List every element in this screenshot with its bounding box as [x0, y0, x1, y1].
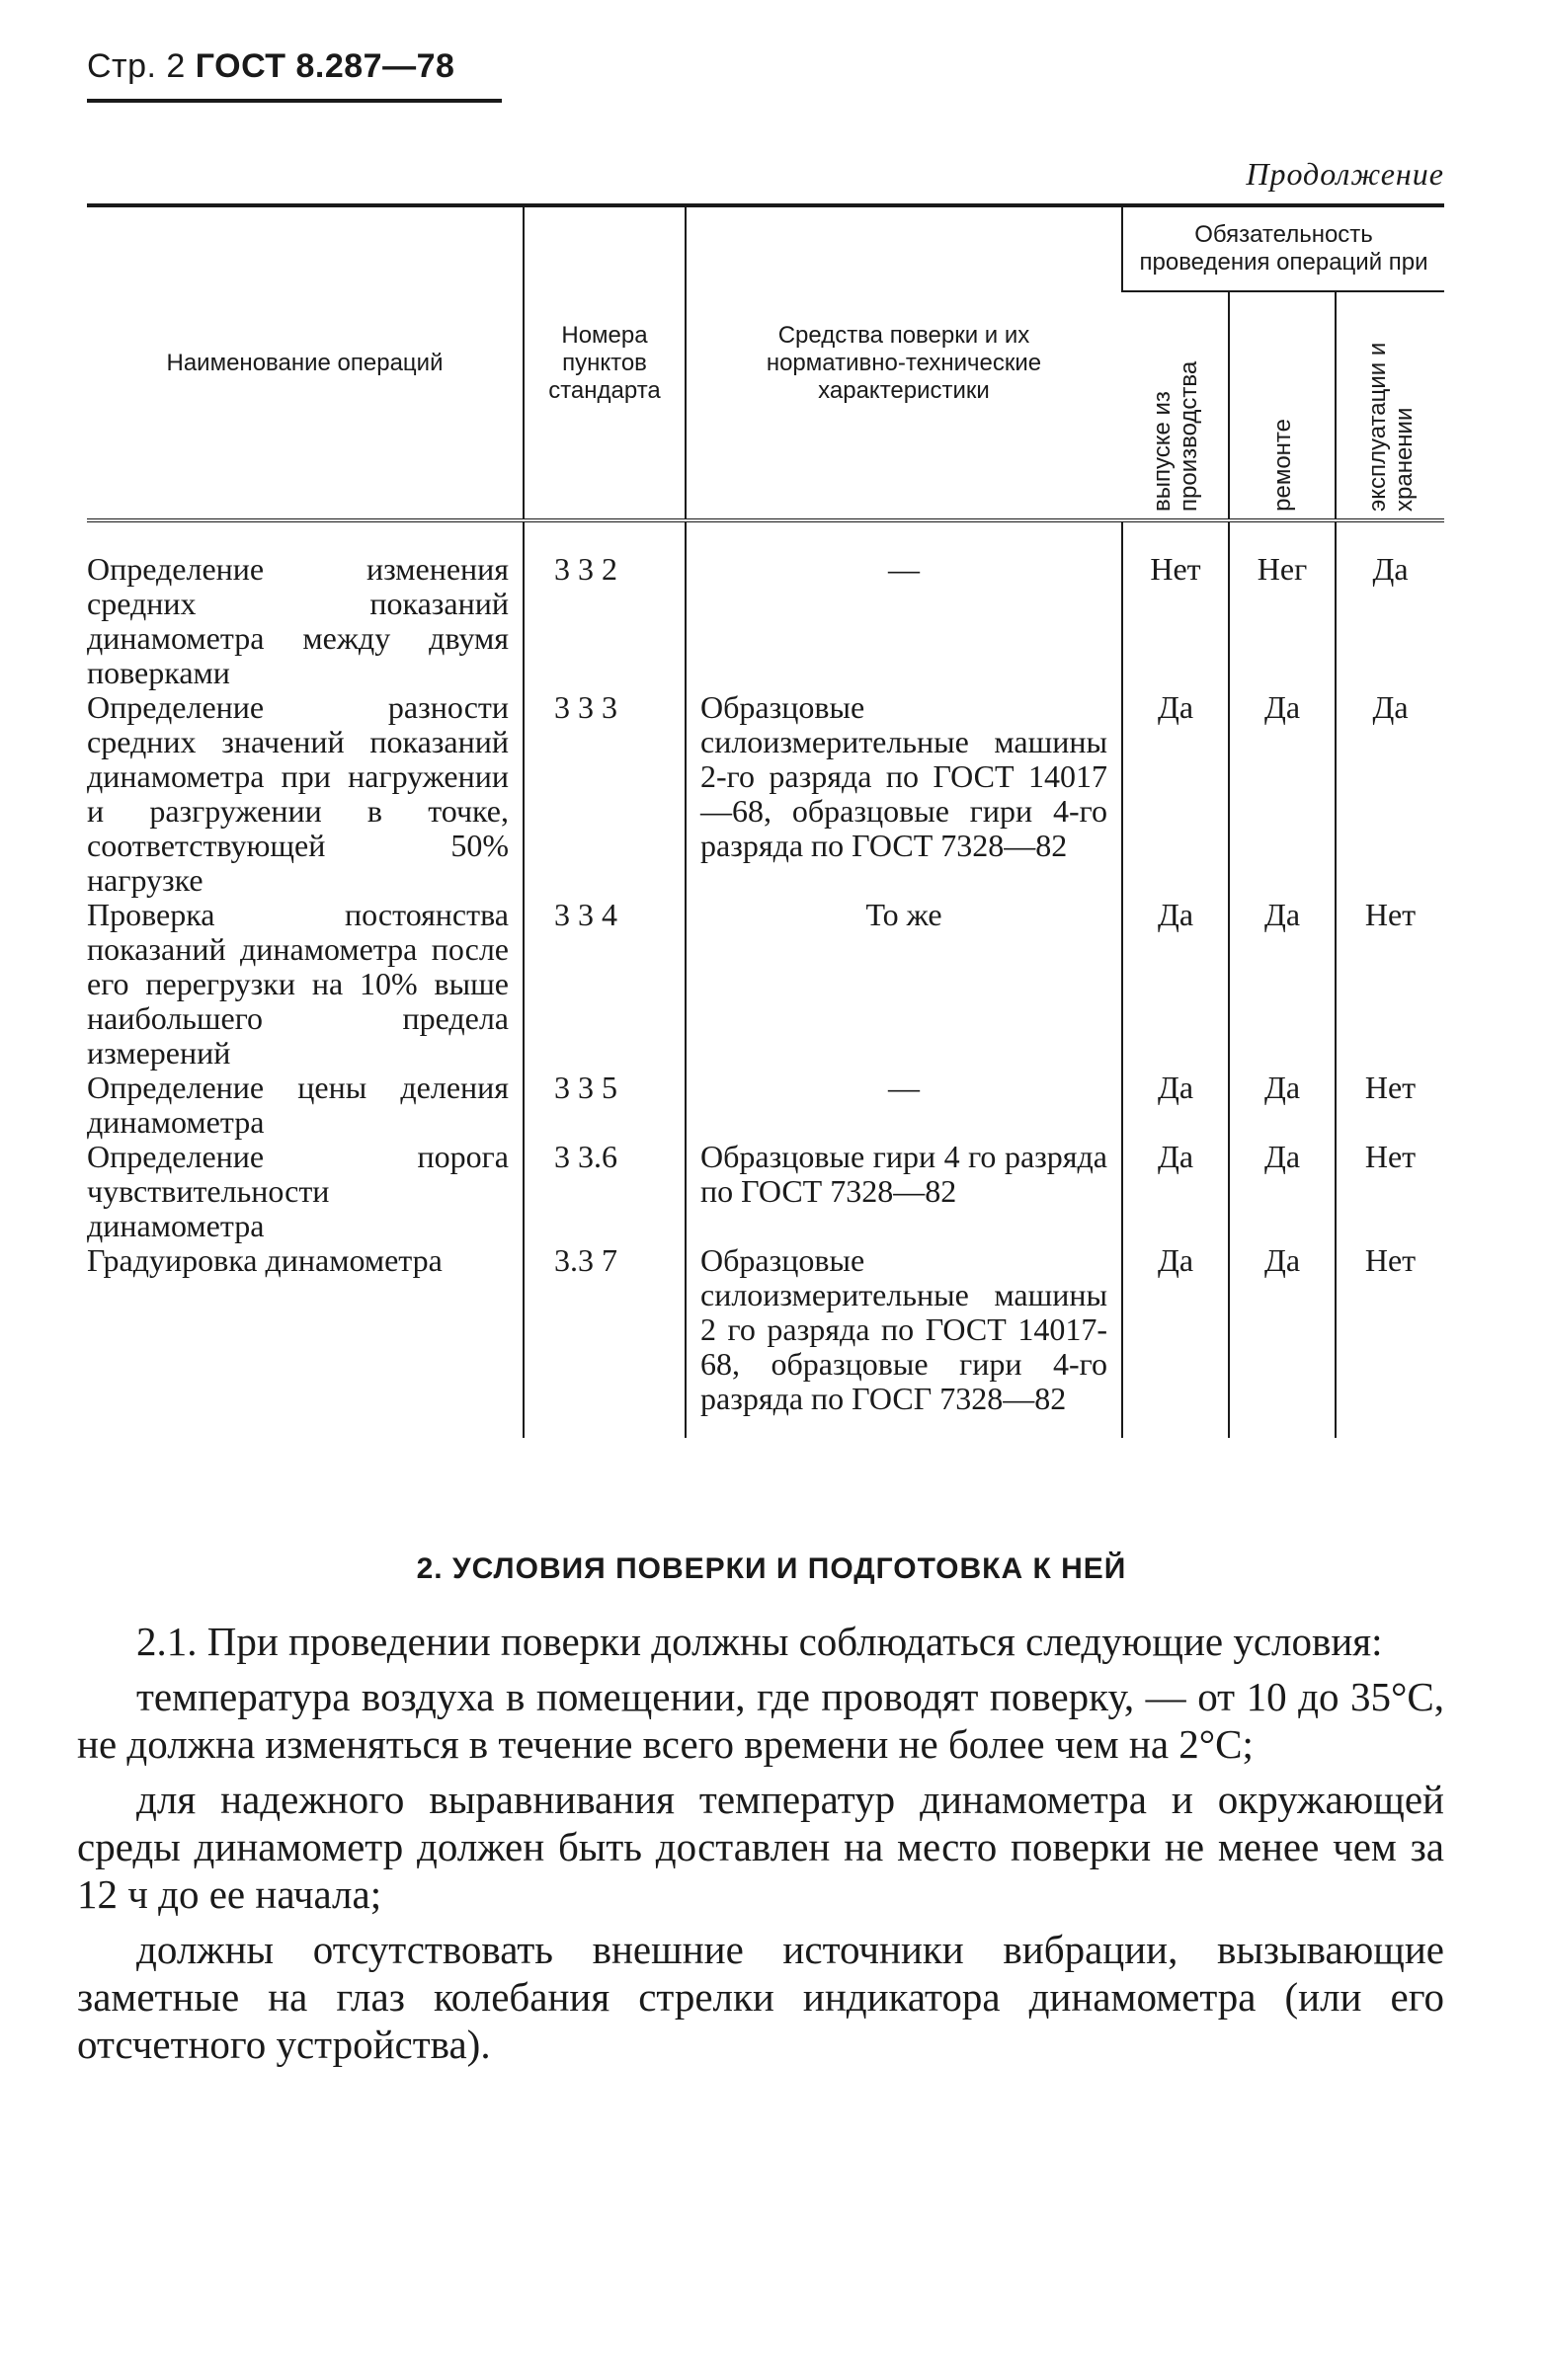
point-number: 3 3 3: [524, 690, 686, 898]
release-flag: Да: [1122, 1243, 1229, 1438]
table-row: [87, 898, 1444, 1071]
operation-flag: Нет: [1336, 1243, 1444, 1438]
operation-name: Градуировка динамометра: [87, 1242, 443, 1278]
operation-flag: Нет: [1336, 1071, 1444, 1140]
header-operation: эксплуатации и хранении: [1336, 291, 1444, 520]
header-obligation: Обязательность проведения операций при: [1122, 205, 1444, 291]
section-title: 2. УСЛОВИЯ ПОВЕРКИ И ПОДГОТОВКА К НЕЙ: [416, 1552, 1127, 1585]
release-flag: Нет: [1122, 520, 1229, 690]
operation-flag: Да: [1336, 520, 1444, 690]
operation-name: Определение цены деления динамометра: [87, 1070, 509, 1140]
header-repair: ремонте: [1229, 291, 1336, 520]
operation-flag: Нет: [1336, 898, 1444, 1071]
point-number: 3 3 4: [524, 898, 686, 1071]
repair-flag: Да: [1229, 1140, 1336, 1243]
paragraph: 2.1. При проведении поверки должны соблюдаться следующие условия:: [136, 1619, 1383, 1664]
point-number: 3 3 2: [524, 520, 686, 690]
operation-name: Определение порога чувствительности динамометра: [87, 1139, 509, 1243]
paragraph: для надежного выравнивания температур динамометра и окружающей среды динамометр должен быть доставлен на место поверки не менее чем за 12 ч до ее начала;: [77, 1777, 1444, 1917]
page-number: Стр. 2: [87, 47, 186, 85]
header-operation-name: Наименование операций: [87, 205, 524, 520]
paragraph: температура воздуха в помещении, где проводят поверку, — от 10 до 35°С, не должна изменяться в течение всего времени не более чем на 2°С;: [77, 1674, 1444, 1767]
release-flag: Да: [1122, 1071, 1229, 1140]
operations-table: [87, 203, 1444, 1438]
page-header: [87, 47, 454, 86]
release-flag: Да: [1122, 1140, 1229, 1243]
verification-means: Образцовые гири 4 го разряда по ГОСТ 7328—82: [686, 1140, 1122, 1243]
repair-flag: Да: [1229, 1243, 1336, 1438]
repair-flag: Да: [1229, 1071, 1336, 1140]
table-row: [87, 1071, 1444, 1140]
operation-name: Определение разности средних значений показаний динамометра при нагружении и разгружении в точке, соответствующей 50% нагрузке: [87, 689, 509, 898]
operation-name: Проверка постоянства показаний динамометра после его перегрузки на 10% выше наибольшего предела измерений: [87, 897, 509, 1071]
section-body: [77, 1618, 1444, 2076]
verification-means: Образцовые силоизмерительные машины 2 го разряда по ГОСТ 14017- 68, образцовые гири 4-го разряда по ГОСГ 7328—82: [686, 1243, 1122, 1438]
table-row: [87, 1140, 1444, 1243]
header-verification-means: Средства поверки и их нормативно-техничеcкие характеристики: [686, 205, 1122, 520]
repair-flag: Да: [1229, 690, 1336, 898]
verification-means: То же: [686, 898, 1122, 1071]
table-row: [87, 1243, 1444, 1438]
operation-flag: Нет: [1336, 1140, 1444, 1243]
release-flag: Да: [1122, 898, 1229, 1071]
header-rule: [87, 99, 502, 103]
table-row: [87, 690, 1444, 898]
verification-means: —: [686, 520, 1122, 690]
point-number: 3 3 5: [524, 1071, 686, 1140]
operation-flag: Да: [1336, 690, 1444, 898]
point-number: 3 3.6: [524, 1140, 686, 1243]
release-flag: Да: [1122, 690, 1229, 898]
point-number: 3.3 7: [524, 1243, 686, 1438]
repair-flag: Да: [1229, 898, 1336, 1071]
verification-means: Образцовые силоизмерительные машины 2-го разряда по ГОСТ 14017—68, образцовые гири 4-го разряда по ГОСТ 7328—82: [686, 690, 1122, 898]
table-row: [87, 520, 1444, 690]
header-release: выпуске из производства: [1122, 291, 1229, 520]
continuation-label: Продолжение: [1246, 156, 1444, 192]
paragraph: должны отсутствовать внешние источники вибрации, вызывающие заметные на глаз колебания стрелки индикатора динамометра (или его отсчетного устройства).: [77, 1927, 1444, 2067]
operation-name: Определение изменения средних показаний динамометра между двумя поверками: [87, 551, 509, 690]
verification-means: —: [686, 1071, 1122, 1140]
header-point-numbers: Номера пунктов стандарта: [524, 205, 686, 520]
document-code: ГОСТ 8.287—78: [195, 47, 455, 85]
repair-flag: Нег: [1229, 520, 1336, 690]
